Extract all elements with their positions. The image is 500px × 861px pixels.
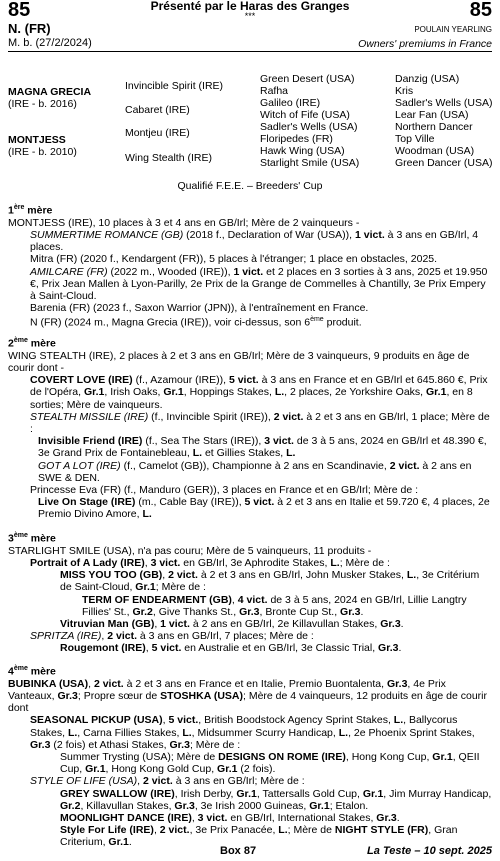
gen4-2: Kris (395, 85, 414, 97)
dam-summary: WING STEALTH (IRE), 2 places à 2 et 3 ans en GB/Irl; Mère de 3 vainqueurs, 9 produits en âge de courir dont - (8, 349, 470, 374)
owners-premiums: Owners' premiums in France (358, 38, 492, 50)
produce-entry: AMILCARE (FR) (2022 m., Wooded (IRE)), 1 vict. et 2 places en 3 sorties à 3 ans, 2025 et 19.950 €, Prix Jean Mallen à Lyon-Parilly, 2e Prix de la Grange de Commelles à Chantilly, 3e Prix Empery à Saint-Cloud. (30, 265, 488, 302)
footer-box: Box 87 (220, 845, 257, 857)
produce-entry: N (FR) (2024 m., Magna Grecia (IRE)), voir ci-dessus, son 6ème produit. (30, 316, 362, 329)
horse-sex-birth: M. b. (27/2/2024) (8, 37, 92, 49)
gen3-2: Rafha (260, 85, 289, 97)
qualification: Qualifié F.E.E. – Breeders' Cup (177, 180, 323, 192)
produce-entry: GOT A LOT (IRE) (f., Camelot (GB)), Championne à 2 ans en Scandinavie, 2 vict. à 2 ans en SWE & DEN. (38, 459, 472, 484)
gen2-3: Montjeu (IRE) (125, 127, 190, 139)
produce-entry: Invisible Friend (IRE) (f., Sea The Stars (IRE)), 3 vict. de 3 à 5 ans, 2024 en GB/Irl et 48.390 €, 3e Grand Prix de Fontainebleau, L. et Gillies Stakes, L. (38, 435, 487, 460)
gen4-7: Woodman (USA) (395, 145, 475, 157)
section-1ere-mere (8, 202, 492, 329)
produce-entry: Live On Stage (IRE) (m., Cable Bay (IRE)), 5 vict. à 2 et 3 ans en Italie et 59.720 €, 4 places, 2e Premio Divino Amore, L. (38, 496, 490, 521)
gen3-7: Hawk Wing (USA) (260, 145, 345, 157)
produce-entry: Style For Life (IRE), 2 vict., 3e Prix Panacée, L.; Mère de NIGHT STYLE (FR), Gran Criterium, Gr.1. (60, 824, 458, 849)
produce-entry: MOONLIGHT DANCE (IRE), 3 vict. en GB/Irl, International Stakes, Gr.3. (60, 811, 400, 824)
gen4-1: Danzig (USA) (395, 73, 460, 85)
produce-entry: Vitruvian Man (GB), 1 vict. à 2 ans en GB/Irl, 2e Killavullan Stakes, Gr.3. (60, 617, 404, 630)
gen4-3: Sadler's Wells (USA) (395, 97, 493, 109)
dam-summary: MONTJESS (IRE), 10 places à 3 et 4 ans en GB/Irl; Mère de 2 vainqueurs - (8, 216, 360, 229)
produce-entry: SUMMERTIME ROMANCE (GB) (2018 f., Declaration of War (USA)), 1 vict. à 3 ans en GB/Irl, 4 places. (30, 228, 479, 254)
gen3-1: Green Desert (USA) (260, 73, 355, 85)
dam-info: (IRE - b. 2010) (8, 146, 77, 158)
section-heading: 2ème mère (8, 337, 56, 350)
produce-entry: Barenia (FR) (2023 f., Saxon Warrior (JPN)), à l'entraînement en France. (30, 302, 369, 315)
produce-entry: Portrait of A Lady (IRE), 3 vict. en GB/Irl, 3e Aphrodite Stakes, L.; Mère de : (30, 556, 390, 569)
gen2-1: Invincible Spirit (IRE) (125, 80, 224, 92)
gen3-4: Witch of Fife (USA) (260, 109, 350, 121)
produce-entry: COVERT LOVE (IRE) (f., Azamour (IRE)), 5 vict. à 3 ans en France et en GB/Irl et 645.860 €, Prix de l'Opéra, Gr.1, Irish Oaks, Gr.1, Hoppings Stakes, L., 2 places, 2e Yorkshire Oaks, Gr.1, en 8 sorties; Mère de vainqueurs. (30, 374, 488, 411)
produce-entry: STEALTH MISSILE (IRE) (f., Invincible Spirit (IRE)), 2 vict. à 2 et 3 ans en GB/Irl, 1 place; Mère de : (30, 410, 490, 435)
produce-entry: GREY SWALLOW (IRE), Irish Derby, Gr.1, Tattersalls Gold Cup, Gr.1, Jim Murray Handicap, Gr.2, Killavullan Stakes, Gr.3, 3e Irish 2000 Guineas, Gr.1; Etalon. (60, 787, 492, 812)
dam-summary: BUBINKA (USA), 2 vict. à 2 et 3 ans en France et en Italie, Premio Buontalenta, Gr.3, 4e Prix Vanteaux, Gr.3; Propre sœur de STOSHKA (USA); Mère de 4 vainqueurs, 12 produits en âge de courir dont (8, 677, 487, 715)
produce-entry: Mitra (FR) (2020 f., Kendargent (FR)), 5 places à l'étranger; 1 place en obstacles, 2025. (30, 253, 438, 266)
gen3-5: Sadler's Wells (USA) (260, 121, 358, 133)
gen2-2: Cabaret (IRE) (125, 104, 190, 116)
section-heading: 4ème mère (8, 665, 56, 678)
produce-entry: STYLE OF LIFE (USA), 2 vict. à 3 ans en GB/Irl; Mère de : (30, 775, 305, 788)
lot-number-left: 85 (8, 0, 31, 21)
section-4eme-mere (8, 663, 492, 849)
gen2-4: Wing Stealth (IRE) (125, 152, 212, 164)
horse-name: N. (FR) (8, 21, 51, 36)
gen4-8: Green Dancer (USA) (395, 157, 493, 169)
section-heading: 3ème mère (8, 532, 56, 545)
presented-by: Présenté par le Haras des Granges (150, 0, 350, 13)
gen3-6: Floripedes (FR) (260, 133, 333, 145)
dam-summary: STARLIGHT SMILE (USA), n'a pas couru; Mère de 5 vainqueurs, 11 produits - (8, 544, 372, 557)
dam-name: MONTJESS (8, 134, 66, 146)
produce-entry: SPRITZA (IRE), 2 vict. à 3 ans en GB/Irl, 7 places; Mère de : (30, 630, 314, 643)
produce-entry: TERM OF ENDEARMENT (GB), 4 vict. de 3 à 5 ans, 2024 en GB/Irl, Lillie Langtry Fillies' St., Gr.2, Give Thanks St., Gr.3, Bronte Cup St., Gr.3. (82, 593, 467, 618)
produce-entry: Rougemont (IRE), 5 vict. en Australie et en GB/Irl, 3e Classic Trial, Gr.3. (60, 642, 402, 655)
produce-entry: SEASONAL PICKUP (USA), 5 vict., British Boodstock Agency Sprint Stakes, L., Ballycorus Stakes, L., Carna Fillies Stakes, L., Midsummer Scurry Handicap, L., 2e Phoenix Sprint Stakes, Gr.3 (2 fois) et Athasi Stakes, Gr.3; Mère de : (30, 714, 475, 751)
section-3eme-mere (8, 530, 492, 655)
gen3-8: Starlight Smile (USA) (260, 157, 360, 169)
sire-info: (IRE - b. 2016) (8, 98, 77, 110)
footer-place-date: La Teste – 10 sept. 2025 (367, 845, 492, 857)
produce-entry: Summer Trysting (USA); Mère de DESIGNS ON ROME (IRE), Hong Kong Cup, Gr.1, QEII Cup, Gr.1, Hong Kong Gold Cup, Gr.1 (2 fois). (60, 750, 480, 776)
header-divider (8, 51, 492, 52)
sire-name: MAGNA GRECIA (8, 86, 92, 98)
section-heading: 1ère mère (8, 204, 53, 217)
gen4-6: Top Ville (395, 133, 435, 145)
gen4-5: Northern Dancer (395, 121, 473, 133)
produce-entry: MISS YOU TOO (GB), 2 vict. à 2 et 3 ans en GB/Irl, John Musker Stakes, L., 3e Critérium de Saint-Cloud, Gr.1; Mère de : (60, 569, 480, 594)
produce-entry: Princesse Eva (FR) (f., Manduro (GER)), 3 places en France et en GB/Irl; Mère de : (30, 483, 419, 496)
horse-category: POULAIN YEARLING (414, 25, 492, 34)
lot-number-right: 85 (469, 0, 492, 21)
section-2eme-mere (8, 335, 492, 521)
gen3-3: Galileo (IRE) (260, 97, 321, 109)
stars: *** (244, 11, 256, 21)
gen4-4: Lear Fan (USA) (395, 109, 469, 121)
